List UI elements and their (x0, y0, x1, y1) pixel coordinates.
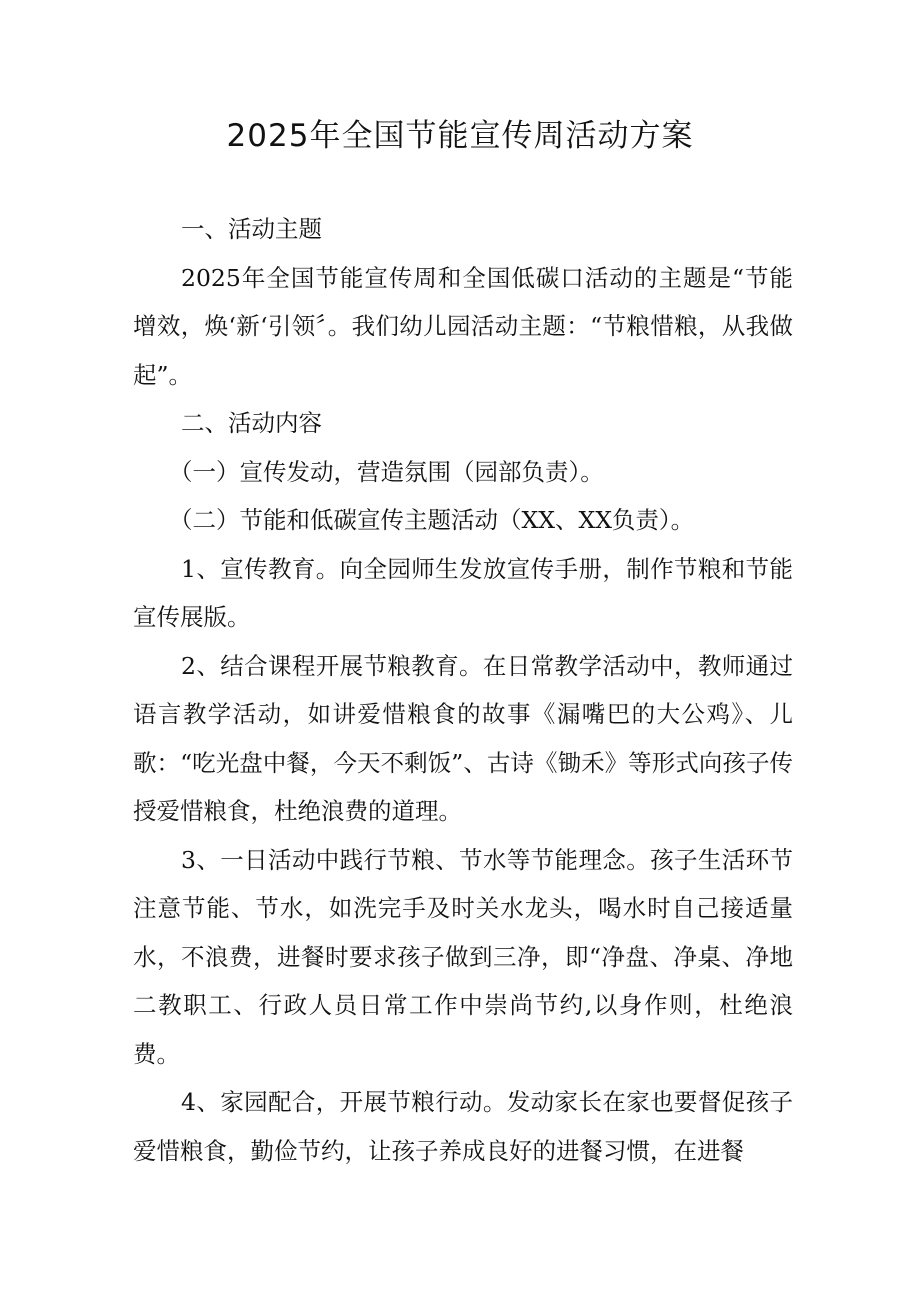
section-heading-theme: 一、活动主题 (181, 215, 322, 243)
content-item-2: （二）节能和低碳宣传主题活动（XX、XX负责）。 (169, 506, 695, 534)
activity-paragraph-3: 3、一日活动中践行节粮、节水等节能理念。孩子生活环节注意节能、节水，如洗完手及时关水龙头，喝水时自己接适量水，不浪费，进餐时要求孩子做到三净，即“净盘、净桌、净地二教职工、行政人员日常工作中崇尚节约,以身作则，杜绝浪费。 (133, 845, 793, 1068)
content-item-1: （一）宣传发动，营造氛围（园部负责）。 (169, 457, 604, 486)
activity-paragraph-2: 2、结合课程开展节粮教育。在日常教学活动中，教师通过语言教学活动，如讲爱惜粮食的故事《漏嘴巴的大公鸡》、儿歌：“吃光盘中餐，今天不剩饭”、古诗《锄禾》等形式向孩子传授爱惜粮食，杜绝浪费的道理。 (133, 651, 793, 825)
document-title: 2025年全国节能宣传周活动方案 (226, 118, 694, 154)
document-body (133, 205, 793, 1175)
activity-paragraph-4: 4、家园配合，开展节粮行动。发动家长在家也要督促孩子爱惜粮食，勤俭节约，让孩子养成良好的进餐习惯，在进餐 (133, 1088, 793, 1165)
activity-paragraph-1: 1、宣传教育。向全园师生发放宣传手册，制作节粮和节能宣传展版。 (133, 554, 793, 631)
section-heading-content: 二、活动内容 (181, 409, 322, 437)
theme-paragraph: 2025年全国节能宣传周和全国低碳口活动的主题是“节能增效，焕‘新‘引领〞。我们幼儿园活动主题：“节粮惜粮，从我做起”。 (133, 263, 793, 389)
